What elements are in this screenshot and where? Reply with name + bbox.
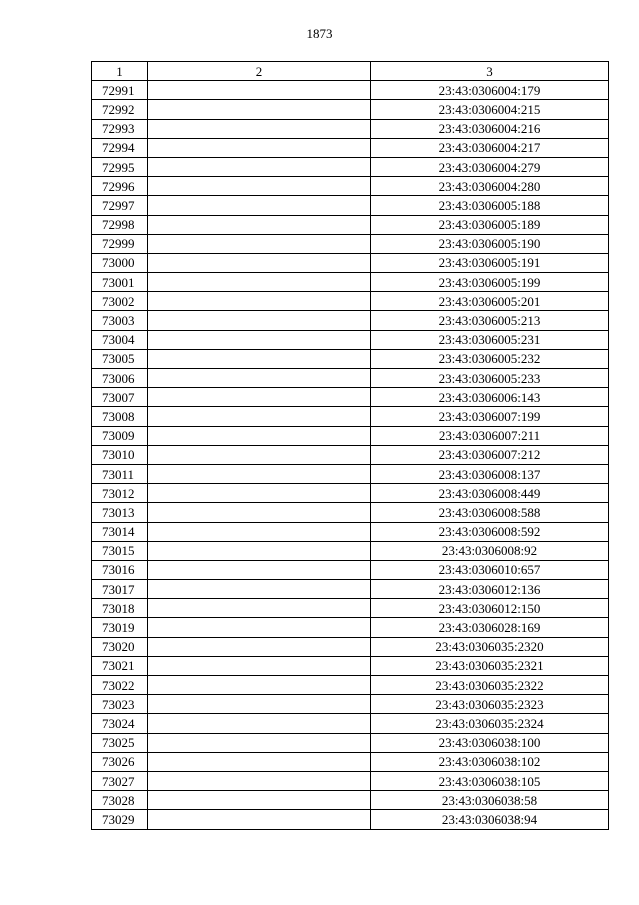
row-number-cell: 73019 [92,618,148,637]
cadastral-number-cell: 23:43:0306010:657 [371,560,609,579]
table-header [92,62,609,81]
table-row [92,177,609,196]
empty-cell [148,100,371,119]
empty-cell [148,503,371,522]
empty-cell [148,810,371,829]
row-number-cell: 72992 [92,100,148,119]
cadastral-number-cell: 23:43:0306005:233 [371,369,609,388]
cadastral-number-cell: 23:43:0306007:211 [371,426,609,445]
row-number-cell: 72997 [92,196,148,215]
row-number-cell: 73002 [92,292,148,311]
empty-cell [148,618,371,637]
table-row [92,714,609,733]
empty-cell [148,464,371,483]
empty-cell [148,177,371,196]
row-number-cell: 73006 [92,369,148,388]
table-row [92,522,609,541]
table-row [92,810,609,829]
empty-cell [148,771,371,790]
row-number-cell: 73015 [92,541,148,560]
empty-cell [148,791,371,810]
table-row [92,157,609,176]
row-number-cell: 73013 [92,503,148,522]
cadastral-number-cell: 23:43:0306028:169 [371,618,609,637]
row-number-cell: 73028 [92,791,148,810]
empty-cell [148,234,371,253]
cadastral-number-cell: 23:43:0306005:188 [371,196,609,215]
table-row [92,752,609,771]
table-row [92,100,609,119]
cadastral-number-cell: 23:43:0306006:143 [371,388,609,407]
cadastral-number-cell: 23:43:0306004:179 [371,81,609,100]
row-number-cell: 72999 [92,234,148,253]
row-number-cell: 73016 [92,560,148,579]
table-row [92,637,609,656]
cadastral-number-cell: 23:43:0306038:58 [371,791,609,810]
table-row [92,388,609,407]
row-number-cell: 73003 [92,311,148,330]
empty-cell [148,349,371,368]
cadastral-number-cell: 23:43:0306008:449 [371,484,609,503]
empty-cell [148,522,371,541]
empty-cell [148,714,371,733]
empty-cell [148,215,371,234]
cadastral-number-cell: 23:43:0306005:191 [371,253,609,272]
empty-cell [148,752,371,771]
cadastral-number-cell: 23:43:0306038:105 [371,771,609,790]
table-row [92,407,609,426]
cadastral-number-cell: 23:43:0306004:215 [371,100,609,119]
empty-cell [148,599,371,618]
row-number-cell: 72991 [92,81,148,100]
empty-cell [148,407,371,426]
cadastral-number-cell: 23:43:0306035:2321 [371,656,609,675]
table-row [92,349,609,368]
page-number: 1873 [306,26,333,41]
table-row [92,503,609,522]
table-row [92,234,609,253]
table-row [92,445,609,464]
table-row [92,464,609,483]
table-row [92,196,609,215]
empty-cell [148,637,371,656]
table-row [92,215,609,234]
row-number-cell: 72995 [92,157,148,176]
cadastral-number-cell: 23:43:0306007:212 [371,445,609,464]
cadastral-number-cell: 23:43:0306035:2322 [371,676,609,695]
row-number-cell: 73018 [92,599,148,618]
row-number-cell: 73020 [92,637,148,656]
column-header-1: 1 [92,62,148,81]
cadastral-number-cell: 23:43:0306004:216 [371,119,609,138]
table-row [92,618,609,637]
table-body [92,81,609,829]
header-row [92,62,609,81]
table-row [92,580,609,599]
empty-cell [148,445,371,464]
empty-cell [148,311,371,330]
row-number-cell: 73012 [92,484,148,503]
empty-cell [148,484,371,503]
table-row [92,311,609,330]
table-row [92,330,609,349]
row-number-cell: 73026 [92,752,148,771]
table-row [92,656,609,675]
cadastral-number-cell: 23:43:0306008:592 [371,522,609,541]
table-row [92,599,609,618]
cadastral-number-cell: 23:43:0306012:150 [371,599,609,618]
cadastral-number-cell: 23:43:0306005:199 [371,273,609,292]
cadastral-number-cell: 23:43:0306038:102 [371,752,609,771]
cadastral-number-cell: 23:43:0306005:201 [371,292,609,311]
cadastral-number-cell: 23:43:0306004:217 [371,138,609,157]
cadastral-number-cell: 23:43:0306005:190 [371,234,609,253]
row-number-cell: 73014 [92,522,148,541]
cadastral-number-cell: 23:43:0306012:136 [371,580,609,599]
row-number-cell: 73004 [92,330,148,349]
table-row [92,560,609,579]
cadastral-number-cell: 23:43:0306035:2324 [371,714,609,733]
table-row [92,273,609,292]
cadastral-number-cell: 23:43:0306008:588 [371,503,609,522]
empty-cell [148,81,371,100]
empty-cell [148,196,371,215]
table-row [92,695,609,714]
row-number-cell: 73009 [92,426,148,445]
cadastral-number-cell: 23:43:0306004:280 [371,177,609,196]
empty-cell [148,292,371,311]
row-number-cell: 72994 [92,138,148,157]
table-row [92,81,609,100]
row-number-cell: 72996 [92,177,148,196]
empty-cell [148,580,371,599]
empty-cell [148,733,371,752]
empty-cell [148,138,371,157]
table-row [92,484,609,503]
empty-cell [148,157,371,176]
table-row [92,733,609,752]
cadastral-number-cell: 23:43:0306007:199 [371,407,609,426]
table-row [92,253,609,272]
row-number-cell: 73000 [92,253,148,272]
cadastral-number-cell: 23:43:0306035:2320 [371,637,609,656]
row-number-cell: 73029 [92,810,148,829]
cadastral-number-cell: 23:43:0306008:92 [371,541,609,560]
empty-cell [148,656,371,675]
table-row [92,119,609,138]
cadastral-number-cell: 23:43:0306005:189 [371,215,609,234]
cadastral-number-cell: 23:43:0306004:279 [371,157,609,176]
cadastral-number-cell: 23:43:0306005:232 [371,349,609,368]
row-number-cell: 73024 [92,714,148,733]
table-row [92,771,609,790]
cadastral-number-cell: 23:43:0306035:2323 [371,695,609,714]
empty-cell [148,560,371,579]
table-row [92,676,609,695]
row-number-cell: 73017 [92,580,148,599]
row-number-cell: 73025 [92,733,148,752]
cadastral-table [91,61,609,830]
cadastral-number-cell: 23:43:0306005:213 [371,311,609,330]
row-number-cell: 73011 [92,464,148,483]
row-number-cell: 73001 [92,273,148,292]
empty-cell [148,388,371,407]
row-number-cell: 73007 [92,388,148,407]
empty-cell [148,119,371,138]
column-header-2: 2 [148,62,371,81]
row-number-cell: 73023 [92,695,148,714]
empty-cell [148,330,371,349]
empty-cell [148,273,371,292]
table-row [92,292,609,311]
empty-cell [148,426,371,445]
table-row [92,541,609,560]
row-number-cell: 72993 [92,119,148,138]
empty-cell [148,253,371,272]
row-number-cell: 73010 [92,445,148,464]
row-number-cell: 73021 [92,656,148,675]
row-number-cell: 72998 [92,215,148,234]
empty-cell [148,369,371,388]
table-row [92,426,609,445]
table-row [92,138,609,157]
empty-cell [148,541,371,560]
row-number-cell: 73008 [92,407,148,426]
table-row [92,369,609,388]
empty-cell [148,695,371,714]
cadastral-number-cell: 23:43:0306038:100 [371,733,609,752]
cadastral-number-cell: 23:43:0306005:231 [371,330,609,349]
row-number-cell: 73027 [92,771,148,790]
empty-cell [148,676,371,695]
row-number-cell: 73022 [92,676,148,695]
cadastral-number-cell: 23:43:0306008:137 [371,464,609,483]
row-number-cell: 73005 [92,349,148,368]
cadastral-number-cell: 23:43:0306038:94 [371,810,609,829]
table-row [92,791,609,810]
column-header-3: 3 [371,62,609,81]
